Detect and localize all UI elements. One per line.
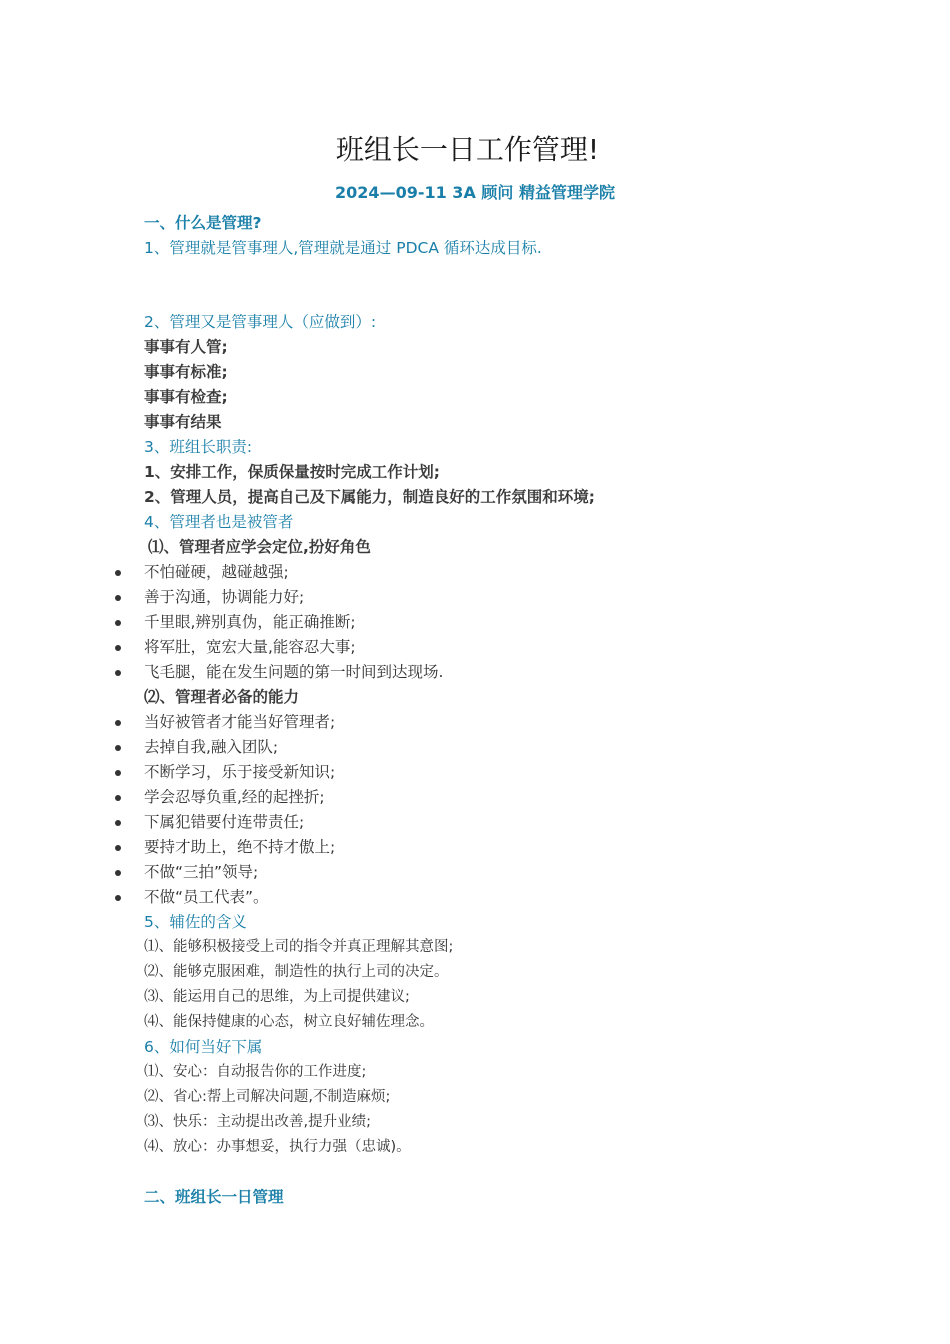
bullet-icon	[115, 795, 121, 801]
bullet-text: 学会忍辱负重,经的起挫折;	[144, 788, 325, 806]
document-subtitle: 2024—09-11 3A 顾问 精益管理学院	[335, 183, 615, 202]
spacer	[144, 1160, 864, 1185]
item-2-point: 事事有人管;	[144, 338, 228, 356]
bullet-text: 飞毛腿，能在发生问题的第一时间到达现场.	[144, 663, 444, 681]
item-5: 5、辅佐的含义	[144, 913, 247, 931]
bullet-icon	[115, 720, 121, 726]
item-6-point: ⑷、放心：办事想妥，执行力强（忠诚)。	[144, 1139, 411, 1155]
item-1: 1、管理就是管事理人,管理就是通过 PDCA 循环达成目标.	[144, 239, 542, 257]
section-heading-1: 一、什么是管理?	[144, 214, 262, 232]
item-4-subheading: ⑵、管理者必备的能力	[144, 688, 300, 706]
bullet-text: 不断学习，乐于接受新知识;	[144, 763, 336, 781]
item-2-point: 事事有结果	[144, 413, 222, 431]
item-5-point: ⑴、能够积极接受上司的指令并真正理解其意图;	[144, 939, 454, 955]
item-2: 2、管理又是管事理人（应做到）:	[144, 313, 377, 331]
bullet-icon	[115, 570, 121, 576]
item-5-point: ⑷、能保持健康的心态，树立良好辅佐理念。	[144, 1014, 434, 1030]
bullet-icon	[115, 670, 121, 676]
item-4: 4、管理者也是被管者	[144, 513, 294, 531]
bullet-text: 去掉自我,融入团队;	[144, 738, 279, 756]
section-heading-2: 二、班组长一日管理	[144, 1188, 284, 1206]
bullet-icon	[115, 645, 121, 651]
item-3-point: 2、管理人员，提高自己及下属能力，制造良好的工作氛围和环境;	[144, 488, 595, 506]
bullet-list-item	[144, 860, 864, 885]
bullet-text: 善于沟通，协调能力好;	[144, 588, 305, 606]
bullet-icon	[115, 595, 121, 601]
item-5-point: ⑶、能运用自己的思维，为上司提供建议;	[144, 989, 410, 1005]
item-6-point: ⑴、安心：自动报告你的工作进度;	[144, 1064, 367, 1080]
bullet-list-item	[144, 635, 864, 660]
bullet-list-item	[144, 660, 864, 685]
bullet-icon	[115, 620, 121, 626]
bullet-icon	[115, 745, 121, 751]
bullet-text: 要持才助上，绝不持才傲上;	[144, 838, 336, 856]
document-title: 班组长一日工作管理!	[335, 133, 600, 166]
item-6-point: ⑵、省心:帮上司解决问题,不制造麻烦;	[144, 1089, 391, 1105]
item-2-point: 事事有标准;	[144, 363, 228, 381]
bullet-list-item	[144, 560, 864, 585]
item-6: 6、如何当好下属	[144, 1038, 263, 1056]
item-2-point: 事事有检查;	[144, 388, 228, 406]
bullet-list-item	[144, 810, 864, 835]
bullet-list-item	[144, 760, 864, 785]
bullet-list-item	[144, 785, 864, 810]
bullet-icon	[115, 845, 121, 851]
bullet-icon	[115, 895, 121, 901]
bullet-list-item	[144, 610, 864, 635]
item-4-subheading: ⑴、管理者应学会定位,扮好角色	[148, 538, 371, 556]
bullet-list-item	[144, 735, 864, 760]
bullet-list-item	[144, 885, 864, 910]
document-body	[144, 211, 864, 1210]
bullet-list-item	[144, 585, 864, 610]
bullet-list-item	[144, 835, 864, 860]
bullet-text: 不做“三拍”领导;	[144, 863, 259, 881]
item-3-point: 1、安排工作，保质保量按时完成工作计划;	[144, 463, 440, 481]
bullet-text: 当好被管者才能当好管理者;	[144, 713, 336, 731]
bullet-text: 不怕碰硬，越碰越强;	[144, 563, 289, 581]
bullet-text: 不做“员工代表”。	[144, 888, 269, 906]
bullet-text: 将军肚，宽宏大量,能容忍大事;	[144, 638, 356, 656]
bullet-icon	[115, 870, 121, 876]
bullet-list-item	[144, 710, 864, 735]
bullet-icon	[115, 820, 121, 826]
bullet-text: 千里眼,辨别真伪，能正确推断;	[144, 613, 356, 631]
item-6-point: ⑶、快乐：主动提出改善,提升业绩;	[144, 1114, 371, 1130]
item-5-point: ⑵、能够克服困难，制造性的执行上司的决定。	[144, 964, 449, 980]
spacer	[144, 261, 864, 310]
item-3: 3、班组长职责:	[144, 438, 253, 456]
bullet-icon	[115, 770, 121, 776]
bullet-text: 下属犯错要付连带责任;	[144, 813, 305, 831]
